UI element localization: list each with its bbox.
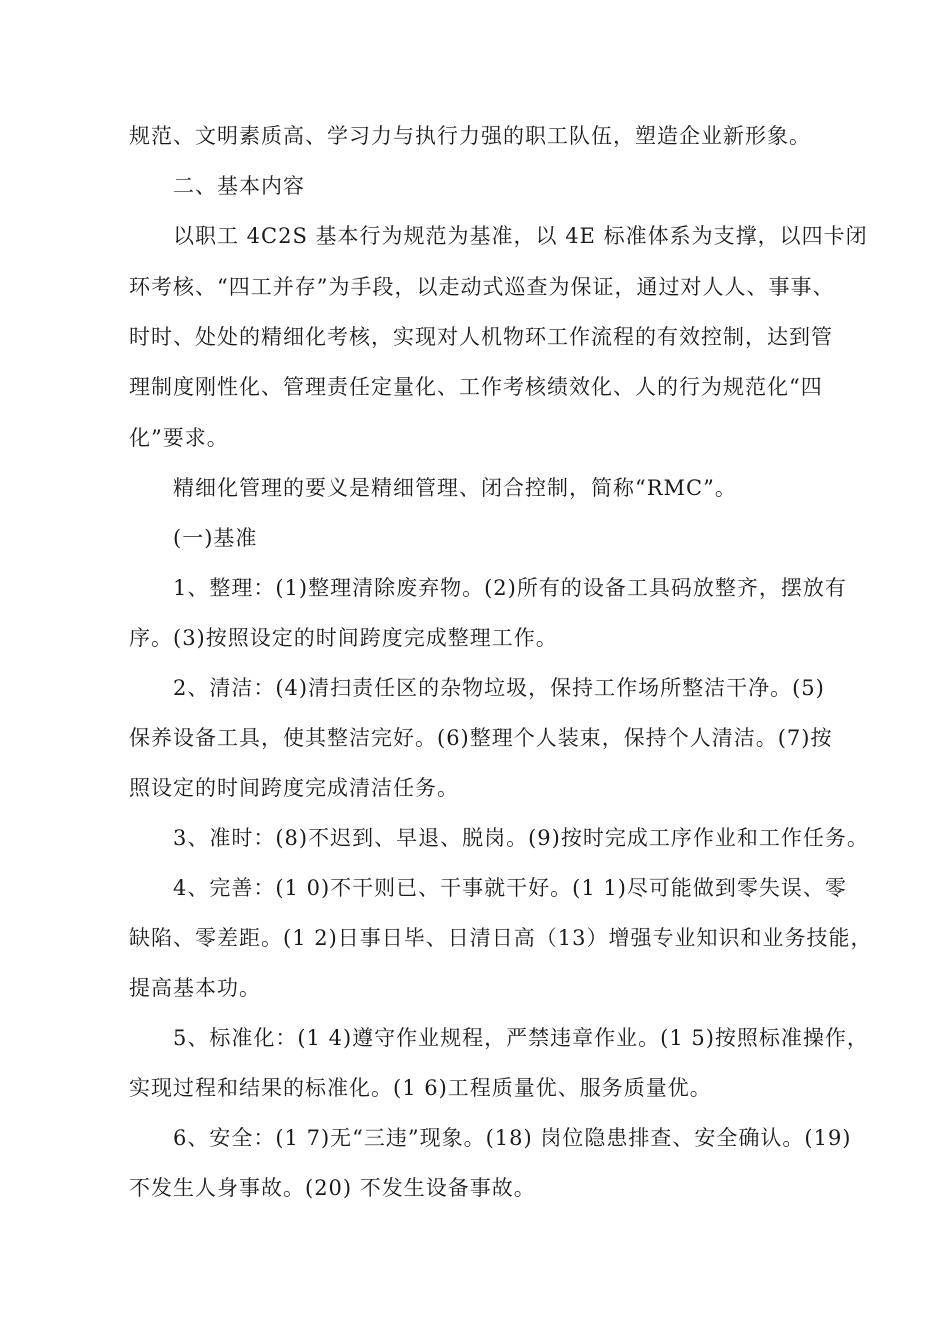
paragraph-line: 照设定的时间跨度完成清洁任务。 (129, 776, 459, 800)
paragraph-line: 化”要求。 (129, 426, 229, 450)
subsection-heading: (一)基准 (173, 526, 258, 550)
paragraph-line: 环考核、“四工并存”为手段，以走动式巡查为保证，通过对人人、事事、 (129, 275, 835, 299)
paragraph-line: 6、安全：(1 7)无“三违”现象。(18) 岗位隐患排查、安全确认。(19) (173, 1126, 852, 1150)
paragraph-line: 1、整理：(1)整理清除废弃物。(2)所有的设备工具码放整齐，摆放有 (173, 576, 847, 600)
paragraph-line: 5、标准化：(1 4)遵守作业规程，严禁违章作业。(1 5)按照标准操作， (173, 1026, 869, 1050)
section-heading: 二、基本内容 (173, 174, 305, 198)
paragraph-line: 时时、处处的精细化考核，实现对人机物环工作流程的有效控制，达到管 (129, 325, 833, 349)
paragraph-line: 2、清洁：(4)清扫责任区的杂物垃圾，保持工作场所整洁干净。(5) (173, 676, 825, 700)
paragraph-line: 不发生人身事故。(20) 不发生设备事故。 (129, 1176, 536, 1200)
paragraph-line: 实现过程和结果的标准化。(1 6)工程质量优、服务质量优。 (129, 1076, 712, 1100)
paragraph-line: 理制度刚性化、管理责任定量化、工作考核绩效化、人的行为规范化“四 (129, 375, 823, 399)
paragraph-line: 4、完善：(1 0)不干则已、干事就干好。(1 1)尽可能做到零失误、零 (173, 876, 847, 900)
paragraph-line: 缺陷、零差距。(1 2)日事日毕、日清日高（13）增强专业知识和业务技能， (129, 926, 873, 950)
paragraph-line: 以职工 4C2S 基本行为规范为基准，以 4E 标准体系为支撑，以四卡闭 (173, 224, 868, 248)
paragraph-line: 保养设备工具，使其整洁完好。(6)整理个人装束，保持个人清洁。(7)按 (129, 726, 833, 750)
paragraph-line: 3、准时：(8)不迟到、早退、脱岗。(9)按时完成工序作业和工作任务。 (173, 826, 869, 850)
paragraph-line: 规范、文明素质高、学习力与执行力强的职工队伍，塑造企业新形象。 (129, 124, 811, 148)
paragraph-line: 序。(3)按照设定的时间跨度完成整理工作。 (129, 626, 558, 650)
paragraph-line: 提高基本功。 (129, 976, 261, 1000)
paragraph-line: 精细化管理的要义是精细管理、闭合控制，简称“RMC”。 (173, 476, 737, 500)
